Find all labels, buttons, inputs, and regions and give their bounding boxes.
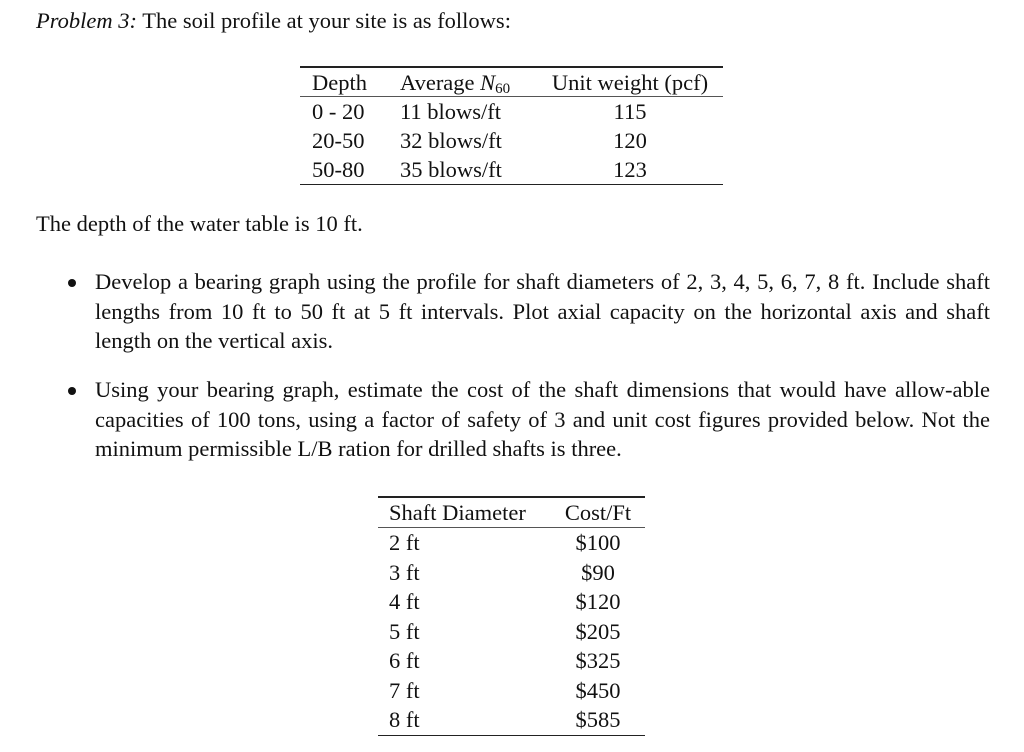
problem-intro: The soil profile at your site is as follows: (142, 8, 511, 33)
cost-cell: $205 (575, 618, 621, 644)
problem-label: Problem 3: (36, 8, 138, 33)
bullet-text: Develop a bearing graph using the profile for shaft diameters of 2, 3, 4, 5, 6, 7, 8 ft. Include shaft lengths from 10 ft to 50 ft at 5 ft intervals. Plot axial capacity on the horizontal axis and shaft length on the vertical axis. (95, 269, 990, 353)
cost-cell: $120 (575, 589, 621, 614)
table-header-row (300, 68, 723, 96)
bullet-item (60, 375, 990, 464)
diameter-cell: 5 ft (389, 618, 420, 644)
table-bottom-rule (300, 184, 723, 186)
header-n60-symbol: N (480, 69, 496, 95)
table-row (378, 558, 645, 588)
cost-cell: $90 (581, 559, 615, 585)
table-row (378, 676, 645, 706)
header-depth: Depth (312, 69, 367, 95)
table-row (300, 126, 723, 155)
header-n60-subscript: 60 (495, 80, 511, 97)
water-table-note: The depth of the water table is 10 ft. (36, 211, 363, 236)
bullet-icon (68, 279, 76, 287)
table-row (300, 155, 723, 184)
depth-cell: 0 - 20 (312, 98, 365, 124)
cost-cell: $450 (575, 677, 621, 703)
table-row (378, 705, 645, 735)
bullet-icon (68, 387, 76, 395)
unit-weight-cell: 123 (613, 156, 647, 182)
bullet-item (60, 267, 990, 356)
diameter-cell: 3 ft (389, 559, 420, 585)
soil-profile-table (300, 66, 723, 185)
table-header-row (378, 498, 645, 528)
cost-cell: $585 (575, 707, 621, 732)
header-cost-per-ft: Cost/Ft (564, 499, 632, 525)
cost-cell: $325 (575, 648, 621, 673)
table-row (378, 587, 645, 617)
n60-cell: 32 blows/ft (400, 127, 502, 153)
n60-cell: 35 blows/ft (400, 156, 502, 182)
diameter-cell: 4 ft (389, 589, 420, 614)
depth-cell: 20-50 (312, 127, 365, 153)
diameter-cell: 8 ft (389, 707, 420, 732)
unit-weight-cell: 115 (613, 98, 647, 124)
n60-cell: 11 blows/ft (400, 98, 502, 124)
table-row (378, 528, 645, 558)
table-row (300, 97, 723, 126)
depth-cell: 50-80 (312, 156, 365, 182)
table-row (378, 617, 645, 647)
header-n60-prefix: Average (400, 69, 481, 95)
header-unit-weight: Unit weight (pcf) (551, 69, 709, 95)
diameter-cell: 6 ft (389, 648, 420, 673)
header-shaft-diameter: Shaft Diameter (389, 499, 526, 525)
table-bottom-rule (378, 735, 645, 737)
diameter-cell: 7 ft (389, 677, 420, 703)
shaft-cost-table (378, 496, 645, 736)
bullet-text: Using your bearing graph, estimate the cost of the shaft dimensions that would have allow-able capacities of 100 tons, using a factor of safety of 3 and unit cost figures provided below. Not the minimum permissible L/B ration for drilled shafts is three. (95, 377, 990, 461)
cost-cell: $100 (575, 530, 621, 555)
diameter-cell: 2 ft (389, 530, 420, 555)
problem-heading (36, 8, 511, 34)
table-row (378, 646, 645, 676)
unit-weight-cell: 120 (613, 127, 647, 153)
